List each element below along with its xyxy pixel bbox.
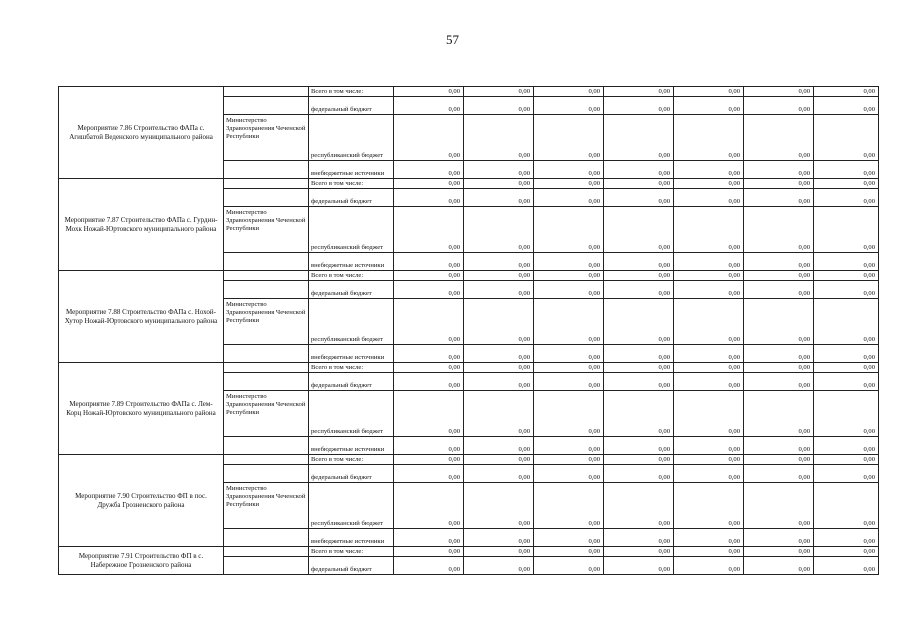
value-cell: 0,00 [744, 253, 814, 271]
value-cell: 0,00 [674, 189, 744, 207]
value-cell: 0,00 [604, 179, 674, 189]
value-cell: 0,00 [604, 529, 674, 547]
value-cell: 0,00 [604, 271, 674, 281]
table-row [59, 87, 879, 97]
value-cell: 0,00 [464, 271, 534, 281]
value-cell: 0,00 [534, 373, 604, 391]
value-cell: 0,00 [814, 161, 879, 179]
value-cell: 0,00 [674, 363, 744, 373]
value-cell: 0,00 [464, 465, 534, 483]
source-republican: республиканский бюджет [309, 299, 394, 345]
value-cell: 0,00 [674, 483, 744, 529]
value-cell: 0,00 [464, 253, 534, 271]
value-cell: 0,00 [604, 253, 674, 271]
value-cell: 0,00 [534, 363, 604, 373]
value-cell: 0,00 [604, 299, 674, 345]
value-cell: 0,00 [534, 529, 604, 547]
value-cell: 0,00 [674, 437, 744, 455]
value-cell: 0,00 [464, 363, 534, 373]
table-row [59, 179, 879, 189]
value-cell: 0,00 [464, 179, 534, 189]
source-republican: республиканский бюджет [309, 207, 394, 253]
executor-empty [224, 373, 309, 391]
value-cell: 0,00 [394, 465, 464, 483]
value-cell: 0,00 [394, 557, 464, 575]
value-cell: 0,00 [674, 299, 744, 345]
value-cell: 0,00 [814, 455, 879, 465]
value-cell: 0,00 [394, 363, 464, 373]
value-cell: 0,00 [744, 529, 814, 547]
value-cell: 0,00 [744, 483, 814, 529]
value-cell: 0,00 [604, 281, 674, 299]
measure-title: Мероприятие 7.90 Строительство ФП в пос. Дружба Грозненского района [59, 455, 224, 547]
value-cell: 0,00 [814, 115, 879, 161]
source-total: Всего в том числе: [309, 271, 394, 281]
table-row [59, 271, 879, 281]
source-extrabudget: внебюджетные источники [309, 345, 394, 363]
source-extrabudget: внебюджетные источники [309, 253, 394, 271]
value-cell: 0,00 [464, 299, 534, 345]
table-row [59, 455, 879, 465]
table-row [59, 363, 879, 373]
value-cell: 0,00 [464, 115, 534, 161]
value-cell: 0,00 [464, 345, 534, 363]
source-federal: федеральный бюджет [309, 373, 394, 391]
value-cell: 0,00 [464, 455, 534, 465]
executor-empty [224, 87, 309, 97]
value-cell: 0,00 [534, 455, 604, 465]
value-cell: 0,00 [814, 345, 879, 363]
value-cell: 0,00 [674, 281, 744, 299]
value-cell: 0,00 [744, 115, 814, 161]
source-federal: федеральный бюджет [309, 97, 394, 115]
value-cell: 0,00 [814, 281, 879, 299]
value-cell: 0,00 [394, 87, 464, 97]
measure-title: Мероприятие 7.86 Строительство ФАПа с. Агишбатой Веденского муниципального района [59, 87, 224, 179]
value-cell: 0,00 [744, 345, 814, 363]
value-cell: 0,00 [464, 207, 534, 253]
value-cell: 0,00 [674, 253, 744, 271]
value-cell: 0,00 [394, 271, 464, 281]
source-republican: республиканский бюджет [309, 115, 394, 161]
measure-title: Мероприятие 7.88 Строительство ФАПа с. Нохой-Хутор Ножай-Юртовского муниципального района [59, 271, 224, 363]
value-cell: 0,00 [464, 87, 534, 97]
value-cell: 0,00 [464, 373, 534, 391]
value-cell: 0,00 [604, 207, 674, 253]
value-cell: 0,00 [534, 97, 604, 115]
executor: Министерство Здравоохранения Чеченской Республики [224, 115, 309, 161]
value-cell: 0,00 [464, 189, 534, 207]
value-cell: 0,00 [814, 363, 879, 373]
value-cell: 0,00 [814, 97, 879, 115]
executor-empty [224, 437, 309, 455]
value-cell: 0,00 [464, 161, 534, 179]
value-cell: 0,00 [604, 97, 674, 115]
value-cell: 0,00 [814, 483, 879, 529]
value-cell: 0,00 [744, 455, 814, 465]
value-cell: 0,00 [744, 391, 814, 437]
table-row [59, 547, 879, 557]
source-extrabudget: внебюджетные источники [309, 161, 394, 179]
executor-empty [224, 363, 309, 373]
value-cell: 0,00 [464, 97, 534, 115]
value-cell: 0,00 [814, 87, 879, 97]
value-cell: 0,00 [814, 547, 879, 557]
source-extrabudget: внебюджетные источники [309, 437, 394, 455]
value-cell: 0,00 [604, 87, 674, 97]
executor-empty [224, 271, 309, 281]
value-cell: 0,00 [394, 437, 464, 455]
value-cell: 0,00 [674, 455, 744, 465]
value-cell: 0,00 [604, 345, 674, 363]
executor-empty [224, 253, 309, 271]
source-total: Всего в том числе: [309, 455, 394, 465]
value-cell: 0,00 [534, 115, 604, 161]
value-cell: 0,00 [534, 483, 604, 529]
executor: Министерство Здравоохранения Чеченской Республики [224, 483, 309, 529]
value-cell: 0,00 [674, 529, 744, 547]
executor-empty [224, 161, 309, 179]
source-total: Всего в том числе: [309, 179, 394, 189]
executor-empty [224, 465, 309, 483]
value-cell: 0,00 [534, 465, 604, 483]
value-cell: 0,00 [814, 437, 879, 455]
value-cell: 0,00 [394, 179, 464, 189]
value-cell: 0,00 [814, 373, 879, 391]
value-cell: 0,00 [674, 547, 744, 557]
value-cell: 0,00 [394, 207, 464, 253]
value-cell: 0,00 [674, 465, 744, 483]
value-cell: 0,00 [744, 97, 814, 115]
value-cell: 0,00 [674, 97, 744, 115]
value-cell: 0,00 [394, 373, 464, 391]
value-cell: 0,00 [744, 373, 814, 391]
value-cell: 0,00 [604, 115, 674, 161]
value-cell: 0,00 [674, 557, 744, 575]
value-cell: 0,00 [814, 557, 879, 575]
value-cell: 0,00 [674, 207, 744, 253]
value-cell: 0,00 [534, 179, 604, 189]
source-federal: федеральный бюджет [309, 189, 394, 207]
value-cell: 0,00 [394, 189, 464, 207]
value-cell: 0,00 [394, 529, 464, 547]
value-cell: 0,00 [604, 455, 674, 465]
value-cell: 0,00 [464, 547, 534, 557]
executor: Министерство Здравоохранения Чеченской Республики [224, 207, 309, 253]
value-cell: 0,00 [604, 465, 674, 483]
value-cell: 0,00 [744, 179, 814, 189]
value-cell: 0,00 [744, 557, 814, 575]
value-cell: 0,00 [604, 547, 674, 557]
value-cell: 0,00 [534, 547, 604, 557]
value-cell: 0,00 [674, 345, 744, 363]
value-cell: 0,00 [534, 161, 604, 179]
value-cell: 0,00 [814, 189, 879, 207]
value-cell: 0,00 [744, 161, 814, 179]
value-cell: 0,00 [534, 87, 604, 97]
value-cell: 0,00 [604, 483, 674, 529]
value-cell: 0,00 [534, 207, 604, 253]
value-cell: 0,00 [744, 299, 814, 345]
executor-empty [224, 557, 309, 575]
value-cell: 0,00 [744, 437, 814, 455]
value-cell: 0,00 [604, 437, 674, 455]
page-number: 57 [446, 32, 459, 47]
executor: Министерство Здравоохранения Чеченской Республики [224, 391, 309, 437]
value-cell: 0,00 [604, 161, 674, 179]
value-cell: 0,00 [394, 391, 464, 437]
source-total: Всего в том числе: [309, 363, 394, 373]
value-cell: 0,00 [534, 253, 604, 271]
value-cell: 0,00 [464, 391, 534, 437]
value-cell: 0,00 [744, 207, 814, 253]
value-cell: 0,00 [394, 455, 464, 465]
value-cell: 0,00 [534, 189, 604, 207]
value-cell: 0,00 [534, 299, 604, 345]
source-republican: республиканский бюджет [309, 483, 394, 529]
value-cell: 0,00 [674, 161, 744, 179]
executor-empty [224, 345, 309, 363]
value-cell: 0,00 [394, 345, 464, 363]
source-extrabudget: внебюджетные источники [309, 529, 394, 547]
value-cell: 0,00 [534, 271, 604, 281]
value-cell: 0,00 [604, 557, 674, 575]
executor-empty [224, 547, 309, 557]
value-cell: 0,00 [814, 253, 879, 271]
value-cell: 0,00 [464, 529, 534, 547]
value-cell: 0,00 [814, 207, 879, 253]
measure-title: Мероприятие 7.89 Строительство ФАПа с. Лем-Корц Ножай-Юртовского муниципального района [59, 363, 224, 455]
value-cell: 0,00 [394, 161, 464, 179]
value-cell: 0,00 [394, 299, 464, 345]
value-cell: 0,00 [604, 189, 674, 207]
value-cell: 0,00 [394, 281, 464, 299]
value-cell: 0,00 [464, 557, 534, 575]
value-cell: 0,00 [394, 547, 464, 557]
value-cell: 0,00 [814, 465, 879, 483]
source-federal: федеральный бюджет [309, 557, 394, 575]
value-cell: 0,00 [534, 557, 604, 575]
value-cell: 0,00 [674, 271, 744, 281]
value-cell: 0,00 [394, 483, 464, 529]
value-cell: 0,00 [674, 115, 744, 161]
executor-empty [224, 179, 309, 189]
value-cell: 0,00 [744, 271, 814, 281]
value-cell: 0,00 [814, 299, 879, 345]
source-total: Всего в том числе: [309, 547, 394, 557]
value-cell: 0,00 [744, 189, 814, 207]
executor: Министерство Здравоохранения Чеченской Республики [224, 299, 309, 345]
value-cell: 0,00 [814, 529, 879, 547]
value-cell: 0,00 [744, 87, 814, 97]
value-cell: 0,00 [394, 115, 464, 161]
value-cell: 0,00 [604, 363, 674, 373]
executor-empty [224, 189, 309, 207]
value-cell: 0,00 [674, 179, 744, 189]
value-cell: 0,00 [744, 281, 814, 299]
executor-empty [224, 455, 309, 465]
budget-table [58, 86, 879, 575]
value-cell: 0,00 [534, 391, 604, 437]
source-total: Всего в том числе: [309, 87, 394, 97]
executor-empty [224, 281, 309, 299]
measure-title: Мероприятие 7.87 Строительство ФАПа с. Гурдин-Мохк Ножай-Юртовского муниципального района [59, 179, 224, 271]
value-cell: 0,00 [744, 547, 814, 557]
source-republican: республиканский бюджет [309, 391, 394, 437]
value-cell: 0,00 [534, 345, 604, 363]
value-cell: 0,00 [534, 437, 604, 455]
value-cell: 0,00 [674, 391, 744, 437]
executor-empty [224, 529, 309, 547]
value-cell: 0,00 [814, 391, 879, 437]
value-cell: 0,00 [674, 373, 744, 391]
value-cell: 0,00 [814, 179, 879, 189]
value-cell: 0,00 [464, 483, 534, 529]
measure-title: Мероприятие 7.91 Строительство ФП в с. Набережное Грозненского района [59, 547, 224, 575]
value-cell: 0,00 [394, 253, 464, 271]
value-cell: 0,00 [744, 465, 814, 483]
value-cell: 0,00 [604, 391, 674, 437]
value-cell: 0,00 [604, 373, 674, 391]
value-cell: 0,00 [394, 97, 464, 115]
source-federal: федеральный бюджет [309, 281, 394, 299]
value-cell: 0,00 [814, 271, 879, 281]
value-cell: 0,00 [464, 281, 534, 299]
value-cell: 0,00 [744, 363, 814, 373]
value-cell: 0,00 [674, 87, 744, 97]
value-cell: 0,00 [464, 437, 534, 455]
source-federal: федеральный бюджет [309, 465, 394, 483]
value-cell: 0,00 [534, 281, 604, 299]
executor-empty [224, 97, 309, 115]
